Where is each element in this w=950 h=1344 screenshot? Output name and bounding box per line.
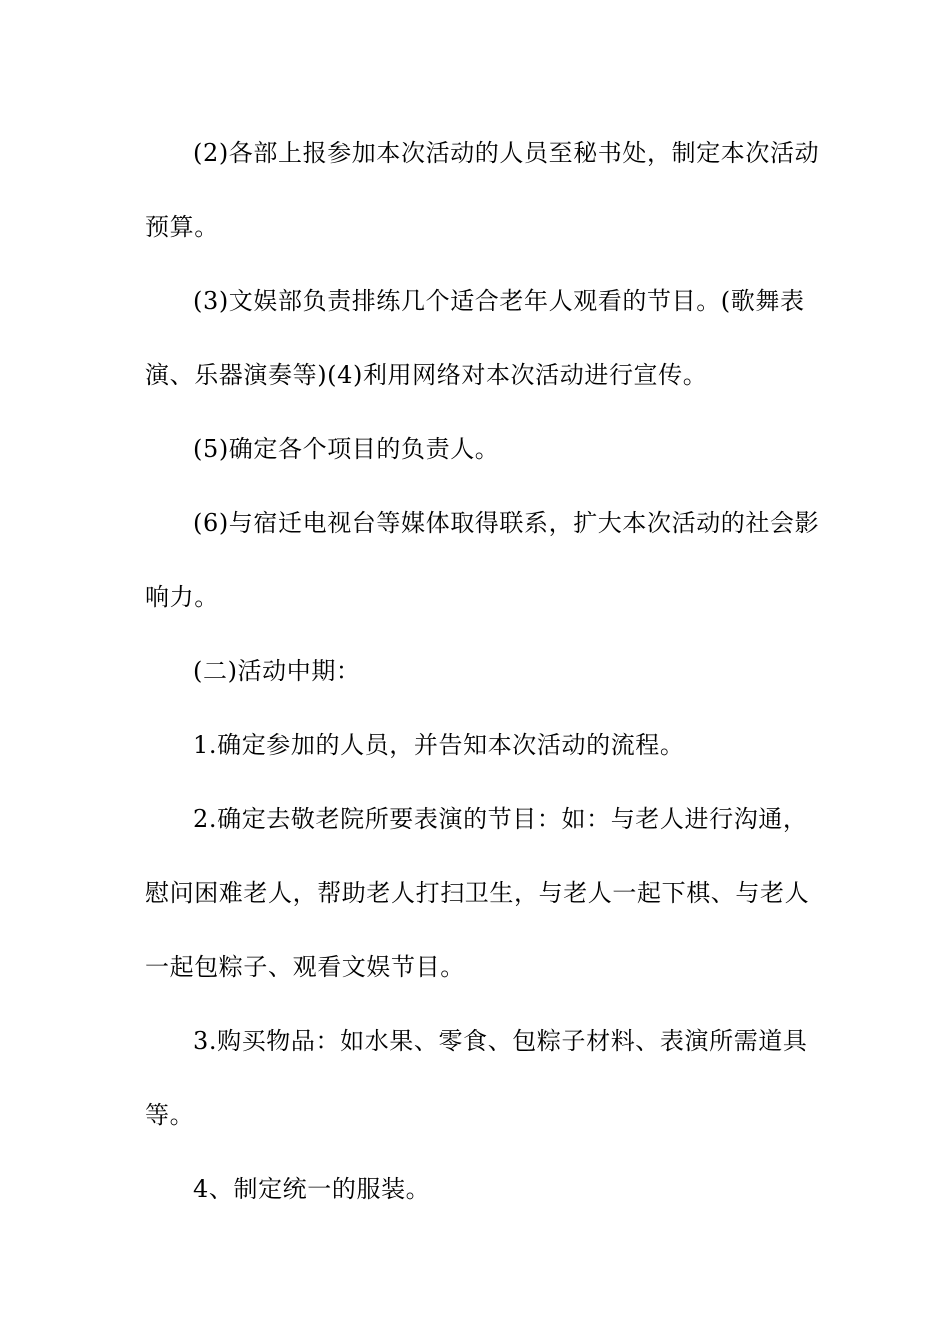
paragraph-line-9: 1.确定参加的人员，并告知本次活动的流程。	[193, 731, 685, 759]
paragraph-line-13: 3.购买物品：如水果、零食、包粽子材料、表演所需道具	[193, 1027, 808, 1055]
paragraph-line-6: (6)与宿迁电视台等媒体取得联系，扩大本次活动的社会影	[193, 509, 820, 537]
paragraph-line-12: 一起包粽子、观看文娱节目。	[145, 953, 465, 981]
paragraph-line-3: (3)文娱部负责排练几个适合老年人观看的节目。(歌舞表	[193, 287, 805, 315]
paragraph-line-1: (2)各部上报参加本次活动的人员至秘书处，制定本次活动	[193, 139, 820, 167]
paragraph-line-10: 2.确定去敬老院所要表演的节目：如：与老人进行沟通，	[193, 805, 808, 833]
paragraph-line-7: 响力。	[145, 583, 219, 611]
paragraph-line-14: 等。	[145, 1101, 195, 1129]
paragraph-line-5: (5)确定各个项目的负责人。	[193, 435, 500, 463]
paragraph-line-11: 慰问困难老人，帮助老人打扫卫生，与老人一起下棋、与老人	[145, 879, 810, 907]
paragraph-line-2: 预算。	[145, 213, 219, 241]
paragraph-line-15: 4、制定统一的服装。	[193, 1175, 431, 1203]
paragraph-line-4: 演、乐器演奏等)(4)利用网络对本次活动进行宣传。	[145, 361, 708, 389]
section-heading: (二)活动中期：	[193, 657, 361, 685]
